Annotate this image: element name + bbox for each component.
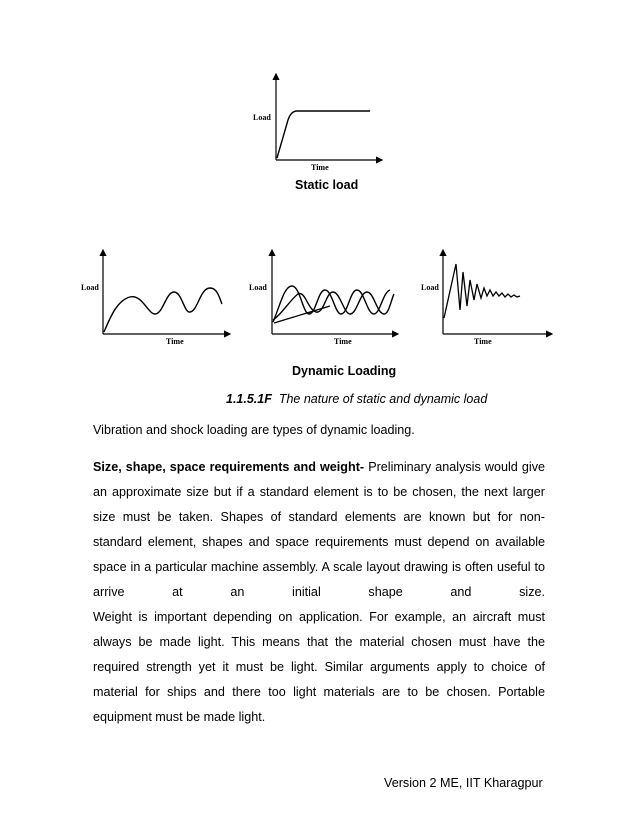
section-line-10: material for ships and there too light materials are to be chosen. Portable bbox=[93, 685, 545, 699]
dynamic-3-y-label: Load bbox=[421, 283, 439, 292]
section-line-1 bbox=[93, 460, 545, 474]
section-line-7: Weight is important depending on application. For example, an aircraft must bbox=[93, 610, 545, 624]
section-line-3: size must be taken. Shapes of standard elements are known but for non- bbox=[93, 510, 545, 524]
section-line-8: always be made light. This means that the material chosen must have the bbox=[93, 635, 545, 649]
page-footer: Version 2 ME, IIT Kharagpur bbox=[384, 776, 543, 790]
dynamic-load-graph-1 bbox=[81, 250, 230, 346]
intro-sentence: Vibration and shock loading are types of dynamic loading. bbox=[93, 423, 415, 437]
section-line-2: an approximate size but if a standard element is to be chosen, the next larger bbox=[93, 485, 545, 499]
dynamic-3-shock-wave bbox=[444, 264, 520, 318]
section-line-4: standard element, shapes and space requirements must depend on available bbox=[93, 535, 545, 549]
dynamic-1-y-label: Load bbox=[81, 283, 99, 292]
dynamic-2-y-label: Load bbox=[249, 283, 267, 292]
figure-title: The nature of static and dynamic load bbox=[278, 392, 488, 406]
dynamic-2-wave-b bbox=[273, 292, 394, 320]
dynamic-3-x-label: Time bbox=[474, 337, 492, 346]
section-line-9: required strength yet it must be light. Similar arguments apply to choice of bbox=[93, 660, 545, 674]
figure-number: 1.1.5.1F bbox=[226, 392, 272, 406]
figure-caption bbox=[226, 392, 487, 406]
dynamic-2-wave-a bbox=[273, 286, 390, 322]
dynamic-load-graph-2 bbox=[249, 250, 398, 346]
dynamic-1-x-label: Time bbox=[166, 337, 184, 346]
dynamic-2-x-label: Time bbox=[334, 337, 352, 346]
dynamic-1-wave bbox=[104, 288, 222, 332]
dynamic-2-ramp bbox=[274, 306, 330, 323]
static-y-label: Load bbox=[253, 113, 271, 122]
section-line-1-text: Preliminary analysis would give bbox=[368, 460, 545, 474]
static-load-caption: Static load bbox=[295, 178, 359, 192]
dynamic-load-graph-3 bbox=[421, 250, 552, 346]
section-line-5: space in a particular machine assembly. A scale layout drawing is often useful to bbox=[93, 560, 545, 574]
section-line-11: equipment must be made light. bbox=[93, 710, 266, 724]
section-line-6: arrive at an initial shape and size. bbox=[93, 585, 545, 599]
dynamic-loading-caption: Dynamic Loading bbox=[292, 364, 397, 378]
static-x-label: Time bbox=[311, 163, 329, 172]
static-load-curve bbox=[277, 111, 370, 158]
static-load-graph bbox=[253, 74, 382, 172]
section-heading: Size, shape, space requirements and weight- bbox=[93, 460, 365, 474]
